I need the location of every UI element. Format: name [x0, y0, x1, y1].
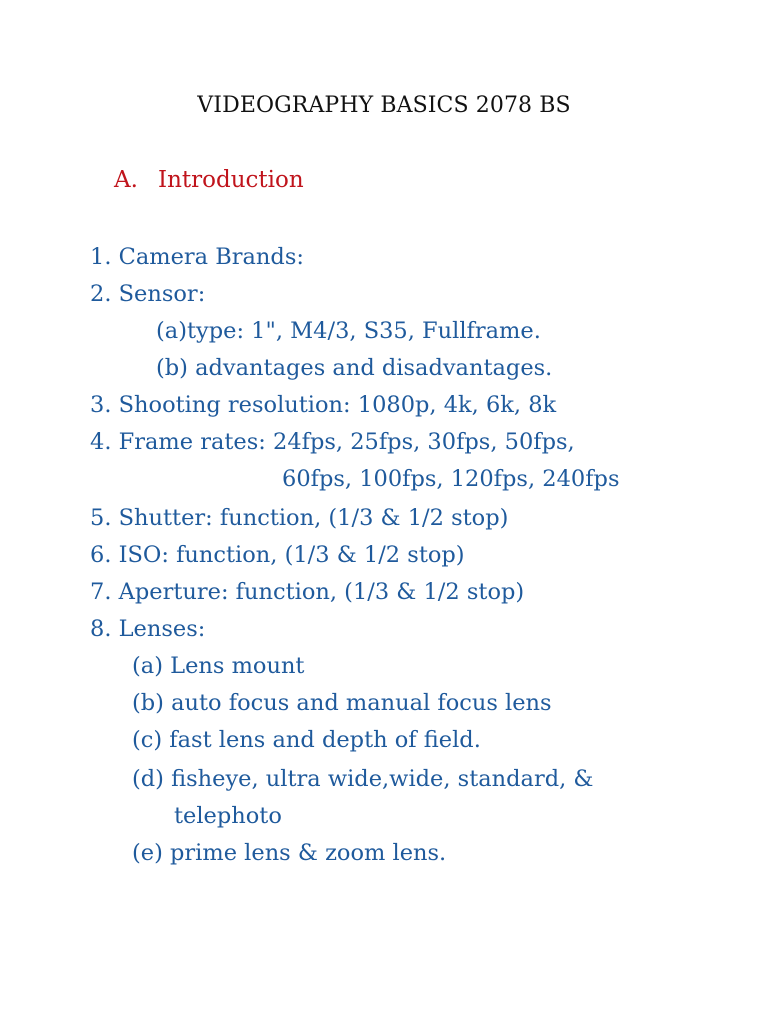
sub-item-sensor-advantages: (b) advantages and disadvantages. — [156, 355, 553, 381]
sub-item-focal-types: (d) fisheye, ultra wide,wide, standard, & — [132, 766, 594, 792]
sub-item-fast-lens: (c) fast lens and depth of field. — [132, 727, 481, 753]
sub-item-focal-types-continued: telephoto — [174, 803, 282, 829]
list-item-shutter: 5. Shutter: function, (1/3 & 1/2 stop) — [90, 505, 509, 531]
list-item-frame-rates-continued: 60fps, 100fps, 120fps, 240fps — [282, 466, 620, 492]
list-item-aperture: 7. Aperture: function, (1/3 & 1/2 stop) — [90, 579, 525, 605]
list-item-shooting-resolution: 3. Shooting resolution: 1080p, 4k, 6k, 8k — [90, 392, 557, 418]
document-title: VIDEOGRAPHY BASICS 2078 BS — [197, 93, 571, 118]
section-heading-text: Introduction — [158, 167, 304, 193]
list-item-iso: 6. ISO: function, (1/3 & 1/2 stop) — [90, 542, 465, 568]
sub-item-focus-lens: (b) auto focus and manual focus lens — [132, 690, 552, 716]
list-item-sensor: 2. Sensor: — [90, 281, 206, 307]
sub-item-sensor-type: (a)type: 1", M4/3, S35, Fullframe. — [156, 318, 541, 344]
sub-item-lens-mount: (a) Lens mount — [132, 653, 305, 679]
list-item-frame-rates: 4. Frame rates: 24fps, 25fps, 30fps, 50fps, — [90, 429, 575, 455]
sub-item-prime-zoom: (e) prime lens & zoom lens. — [132, 840, 447, 866]
list-item-camera-brands: 1. Camera Brands: — [90, 244, 304, 270]
list-item-lenses: 8. Lenses: — [90, 616, 206, 642]
section-heading — [114, 167, 304, 193]
section-letter: A. — [114, 167, 138, 193]
